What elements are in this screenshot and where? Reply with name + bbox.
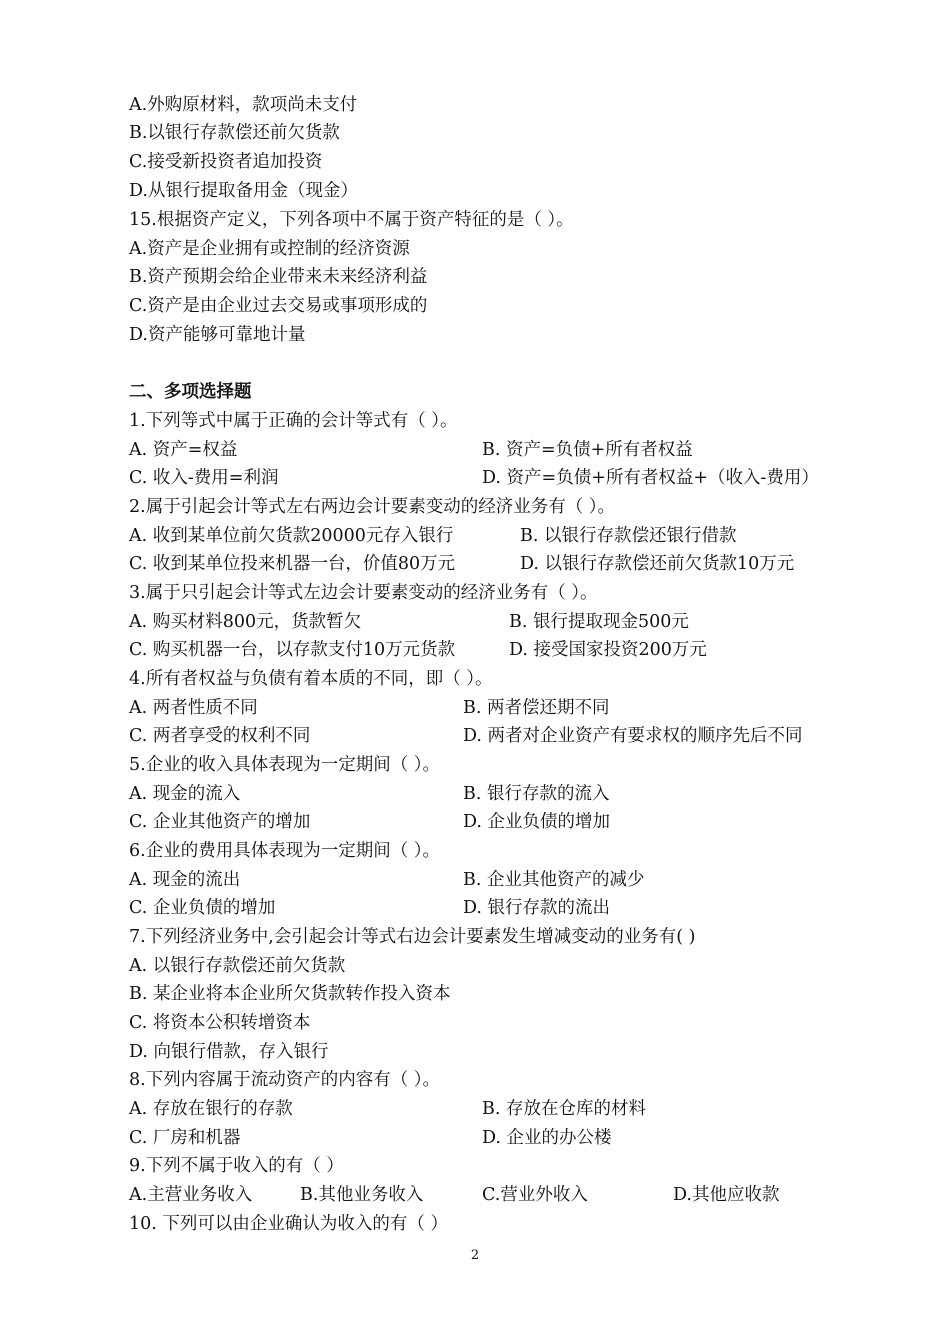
option-line: B.以银行存款偿还前欠货款 [129,123,340,143]
option-c: C. 企业其他资产的增加 [129,812,311,832]
option-line: A. 以银行存款偿还前欠货款 [129,956,346,976]
option-line: D.资产能够可靠地计量 [129,325,306,345]
question-text: 3.属于只引起会计等式左边会计要素变动的经济业务有（ ）。 [129,583,598,603]
option-c: C. 收到某单位投来机器一台，价值80万元 [129,554,456,574]
question-text: 1.下列等式中属于正确的会计等式有（ ）。 [129,411,458,431]
option-line: B. 某企业将本企业所欠货款转作投入资本 [129,984,451,1004]
option-b: B. 企业其他资产的减少 [463,870,645,890]
option-c: C. 收入-费用=利润 [129,468,279,488]
option-line: D.从银行提取备用金（现金） [129,181,358,201]
question-text: 5.企业的收入具体表现为一定期间（ ）。 [129,755,441,775]
option-line: C. 将资本公积转增资本 [129,1013,311,1033]
option-d: D. 企业负债的增加 [463,812,611,832]
option-d: D. 银行存款的流出 [463,898,611,918]
question-text: 9.下列不属于收入的有（ ） [129,1156,344,1176]
option-c: C. 购买机器一台，以存款支付10万元货款 [129,640,456,660]
question-text: 2.属于引起会计等式左右两边会计要素变动的经济业务有（ ）。 [129,497,616,517]
option-line: A.资产是企业拥有或控制的经济资源 [129,239,410,259]
option-b: B.其他业务收入 [300,1185,424,1205]
option-b: B. 银行存款的流入 [463,784,610,804]
option-a: A. 收到某单位前欠货款20000元存入银行 [129,526,454,546]
question-15: 15.根据资产定义，下列各项中不属于资产特征的是（ ）。 [129,210,574,230]
option-d: D. 企业的办公楼 [482,1128,612,1148]
option-b: B. 两者偿还期不同 [463,698,610,718]
option-d: D. 以银行存款偿还前欠货款10万元 [520,554,795,574]
option-a: A.主营业务收入 [129,1185,253,1205]
question-text: 10. 下列可以由企业确认为收入的有（ ） [129,1214,448,1234]
option-b: B. 资产=负债+所有者权益 [482,440,693,460]
option-line: A.外购原材料，款项尚未支付 [129,95,358,115]
option-c: C.营业外收入 [482,1185,588,1205]
option-c: C. 两者享受的权利不同 [129,726,311,746]
option-a: A. 购买材料800元，货款暂欠 [129,612,362,632]
option-line: D. 向银行借款，存入银行 [129,1042,329,1062]
question-text: 8.下列内容属于流动资产的内容有（ ）。 [129,1070,441,1090]
option-c: C. 厂房和机器 [129,1128,241,1148]
option-b: B. 银行提取现金500元 [509,612,689,632]
option-a: A. 资产=权益 [129,440,238,460]
option-a: A. 两者性质不同 [129,698,258,718]
option-d: D. 两者对企业资产有要求权的顺序先后不同 [463,726,803,746]
question-text: 6.企业的费用具体表现为一定期间（ ）。 [129,841,441,861]
option-b: B. 以银行存款偿还银行借款 [520,526,737,546]
section-heading: 二、多项选择题 [129,382,252,402]
option-d: D. 资产=负债+所有者权益+（收入-费用） [482,468,819,488]
question-text: 4.所有者权益与负债有着本质的不同，即（ ）。 [129,669,493,689]
option-line: C.资产是由企业过去交易或事项形成的 [129,296,428,316]
option-b: B. 存放在仓库的材料 [482,1099,646,1119]
option-a: A. 现金的流入 [129,784,241,804]
question-text: 7.下列经济业务中,会引起会计等式右边会计要素发生增减变动的业务有( ) [129,927,696,947]
option-c: C. 企业负债的增加 [129,898,276,918]
option-a: A. 现金的流出 [129,870,241,890]
option-line: B.资产预期会给企业带来未来经济利益 [129,267,428,287]
option-d: D. 接受国家投资200万元 [509,640,707,660]
option-line: C.接受新投资者追加投资 [129,152,323,172]
option-a: A. 存放在银行的存款 [129,1099,293,1119]
option-d: D.其他应收款 [673,1185,780,1205]
page-number: 2 [470,1248,480,1263]
